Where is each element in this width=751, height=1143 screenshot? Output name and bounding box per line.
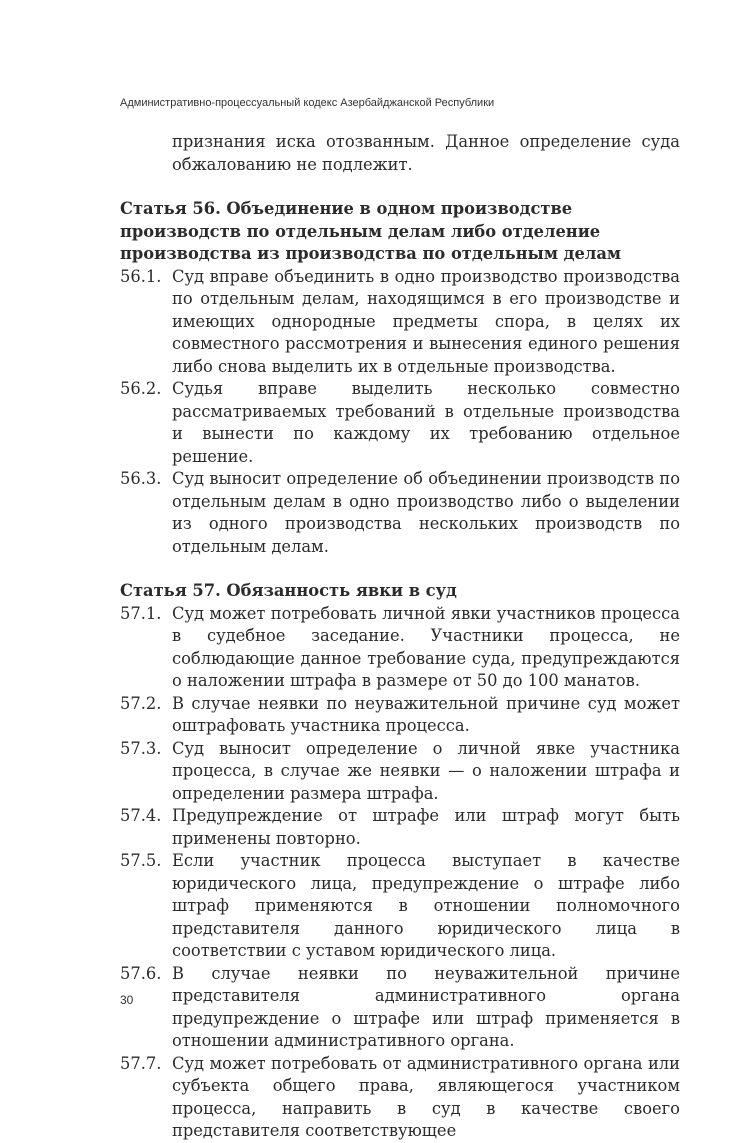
item-text: Суд может потребовать от административного органа или субъекта общего права, являющегося участником процесса, направить в суд в качестве своего представителя соответствующее <box>172 1053 680 1140</box>
item-number: 57.2. <box>120 693 162 713</box>
item-text: Предупреждение от штрафе или штраф могут быть применены повторно. <box>172 806 680 848</box>
item-number: 57.3. <box>120 738 162 758</box>
page-number: 30 <box>120 993 134 1007</box>
list-item <box>120 693 680 738</box>
item-number: 56.3. <box>120 469 162 488</box>
item-text: Суд выносит определение об объединении производств по отдельным делам в одно производство либо о выделении из одного производства нескольких производств по отдельным делам. <box>172 469 680 556</box>
item-text: Судья вправе выделить несколько совместно рассматриваемых требований в отдельные производства и вынести по каждому их требованию отдельное решение. <box>172 379 680 466</box>
item-text: В случае неявки по неуважительной причине представителя административного органа предупреждение о штрафе или штраф применяется в отношении административного органа. <box>172 963 680 1050</box>
running-header: Административно-процессуальный кодекс Азербайджанской Республики <box>120 97 495 109</box>
list-item <box>120 850 680 963</box>
article-title: Статья 56. Объединение в одном производстве производств по отдельным делам либо отделение производства из производства по отдельным делам <box>120 199 622 263</box>
list-item <box>120 468 680 558</box>
item-number: 57.7. <box>120 1053 162 1073</box>
list-item <box>120 738 680 806</box>
list-item <box>120 378 680 468</box>
item-number: 57.5. <box>120 851 162 870</box>
item-number: 57.4. <box>120 806 162 825</box>
item-text: Суд вправе объединить в одно производство производства по отдельным делам, находящимся в его производстве и имеющих однородные предметы спора, в целях их совместного рассмотрения и вынесения единого решения либо снова выделить их в отдельные производства. <box>172 266 680 376</box>
list-item <box>120 1053 680 1143</box>
list-item <box>120 603 680 693</box>
page-content <box>120 131 680 1143</box>
item-text: Суд может потребовать личной явки участников процесса в судебное заседание. Участники процесса, не соблюдающие данное требование суда, предупреждаются о наложении штрафа в размере от 50 до 100 манатов. <box>172 603 680 690</box>
article-56 <box>120 198 680 558</box>
item-number: 56.1. <box>120 266 162 286</box>
item-number: 57.1. <box>120 603 162 623</box>
item-number: 56.2. <box>120 379 162 398</box>
item-number: 57.6. <box>120 963 162 983</box>
article-57 <box>120 580 680 1143</box>
article-title: Статья 57. Обязанность явки в суд <box>120 581 457 600</box>
list-item <box>120 963 680 1053</box>
item-text: В случае неявки по неуважительной причине суд может оштрафовать участника процесса. <box>172 693 680 735</box>
item-text: Если участник процесса выступает в качестве юридического лица, предупреждение о штрафе либо штраф применяются в отношении полномочного представителя данного юридического лица в соответствии с уставом юридического лица. <box>172 851 680 960</box>
item-text: Суд выносит определение о личной явке участника процесса, в случае же неявки — о наложении штрафа и определении размера штрафа. <box>172 738 680 803</box>
continuation-paragraph: признания иска отозванным. Данное определение суда обжалованию не подлежит. <box>172 132 680 174</box>
list-item <box>120 805 680 850</box>
list-item <box>120 266 680 379</box>
